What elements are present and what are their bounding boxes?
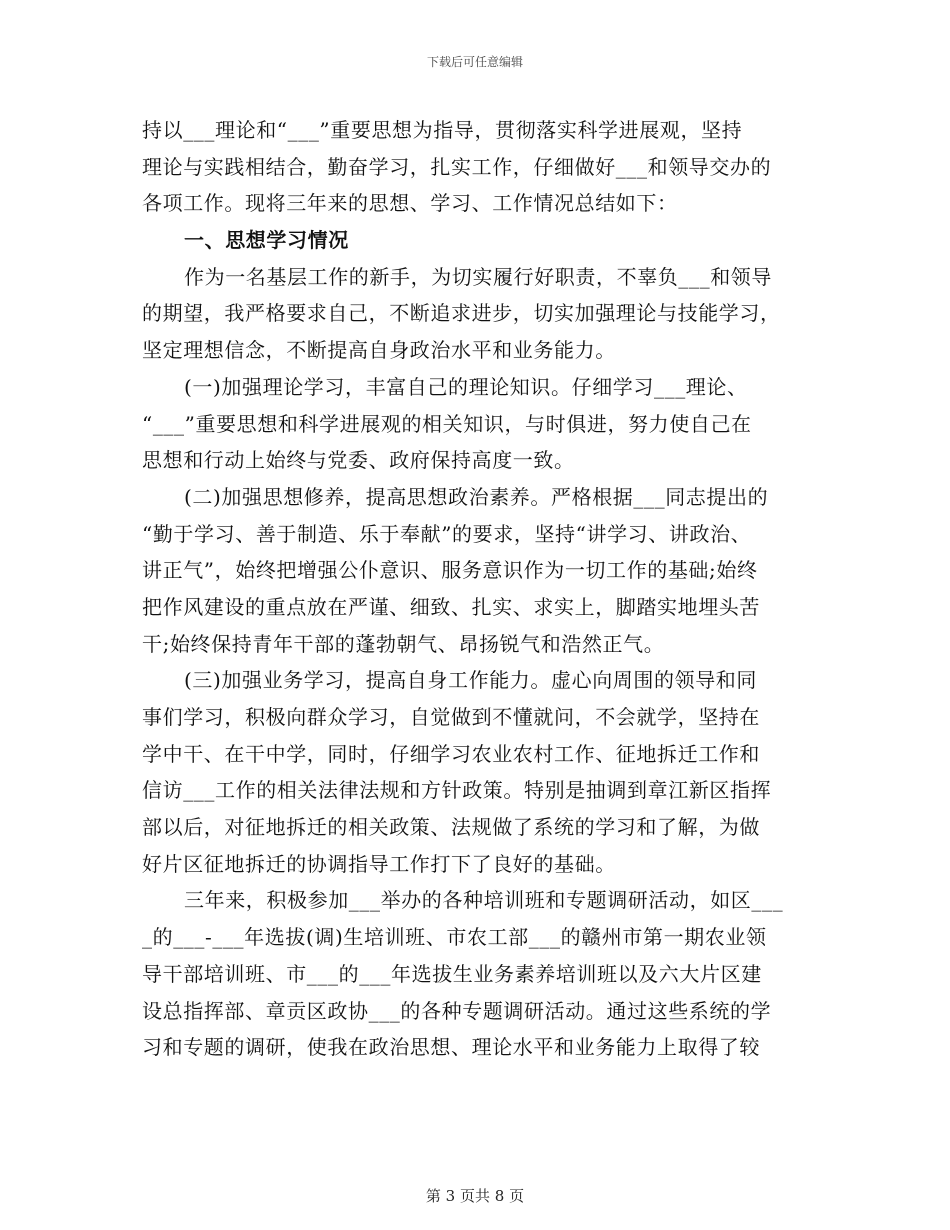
paragraph-line: 持以___理论和“___”重要思想为指导，贯彻落实科学进展观，坚持 — [142, 118, 743, 142]
paragraph-line: 思想和行动上始终与党委、政府保持高度一致。 — [142, 448, 575, 473]
paragraph-line: 干;始终保持青年干部的蓬勃朝气、昂扬锐气和浩然正气。 — [142, 631, 665, 656]
paragraph-line: 的期望，我严格要求自己，不断追求进步，切实加强理论与技能学习， — [142, 301, 781, 326]
paragraph-line: 习和专题的调研，使我在政治思想、理论水平和业务能力上取得了较 — [142, 1035, 760, 1060]
paragraph-line: “勤于学习、善于制造、乐于奉献”的要求，坚持“讲学习、讲政治、 — [142, 521, 752, 546]
paragraph-line: _的___-___年选拔(调)生培训班、市农工部___的赣州市第一期农业领 — [142, 925, 767, 950]
paragraph-line: 坚定理想信念，不断提高自身政治水平和业务能力。 — [142, 338, 616, 363]
page-number-footer: 第 3 页共 8 页 — [425, 1187, 525, 1205]
paragraph-line: 作为一名基层工作的新手，为切实履行好职责，不辜负___和领导 — [184, 264, 772, 289]
paragraph-line: (三)加强业务学习，提高自身工作能力。虚心向周围的领导和同 — [184, 668, 758, 693]
paragraph-line: 好片区征地拆迁的协调指导工作打下了良好的基础。 — [142, 851, 616, 876]
section-heading: 一、思想学习情况 — [184, 228, 349, 253]
paragraph-line: 讲正气”，始终把增强公仆意识、服务意识作为一切工作的基础;始终 — [142, 558, 758, 583]
paragraph-line: 信访___工作的相关法律法规和方针政策。特别是抽调到章江新区指挥 — [142, 778, 772, 803]
paragraph-line: “___”重要思想和科学进展观的相关知识，与时俱进，努力使自己在 — [142, 411, 752, 436]
paragraph-line: 各项工作。现将三年来的思想、学习、工作情况总结如下： — [142, 191, 678, 216]
paragraph-line: 设总指挥部、章贡区政协___的各种专题调研活动。通过这些系统的学 — [142, 998, 772, 1023]
paragraph-line: 事们学习，积极向群众学习，自觉做到不懂就问，不会就学，坚持在 — [142, 705, 760, 729]
paragraph-line: 导干部培训班、市___的___年选拔生业务素养培训班以及六大片区建 — [142, 961, 762, 986]
page-header: 下载后可任意编辑 — [426, 55, 523, 69]
paragraph-line: (二)加强思想修养，提高思想政治素养。严格根据___同志提出的 — [184, 484, 769, 509]
paragraph-line: 部以后，对征地拆迁的相关政策、法规做了系统的学习和了解，为做 — [142, 815, 760, 840]
paragraph-line: (一)加强理论学习，丰富自己的理论知识。仔细学习___理论、 — [184, 374, 748, 399]
document-body — [142, 112, 812, 1066]
paragraph-line: 理论与实践相结合，勤奋学习，扎实工作，仔细做好___和领导交办的 — [142, 154, 772, 179]
paragraph-line: 学中干、在干中学，同时，仔细学习农业农村工作、征地拆迁工作和 — [142, 741, 760, 766]
paragraph-line: 把作风建设的重点放在严谨、细致、扎实、求实上，脚踏实地埋头苦 — [142, 594, 760, 619]
paragraph-line: 三年来，积极参加___举办的各种培训班和专题调研活动，如区___ — [184, 888, 784, 913]
